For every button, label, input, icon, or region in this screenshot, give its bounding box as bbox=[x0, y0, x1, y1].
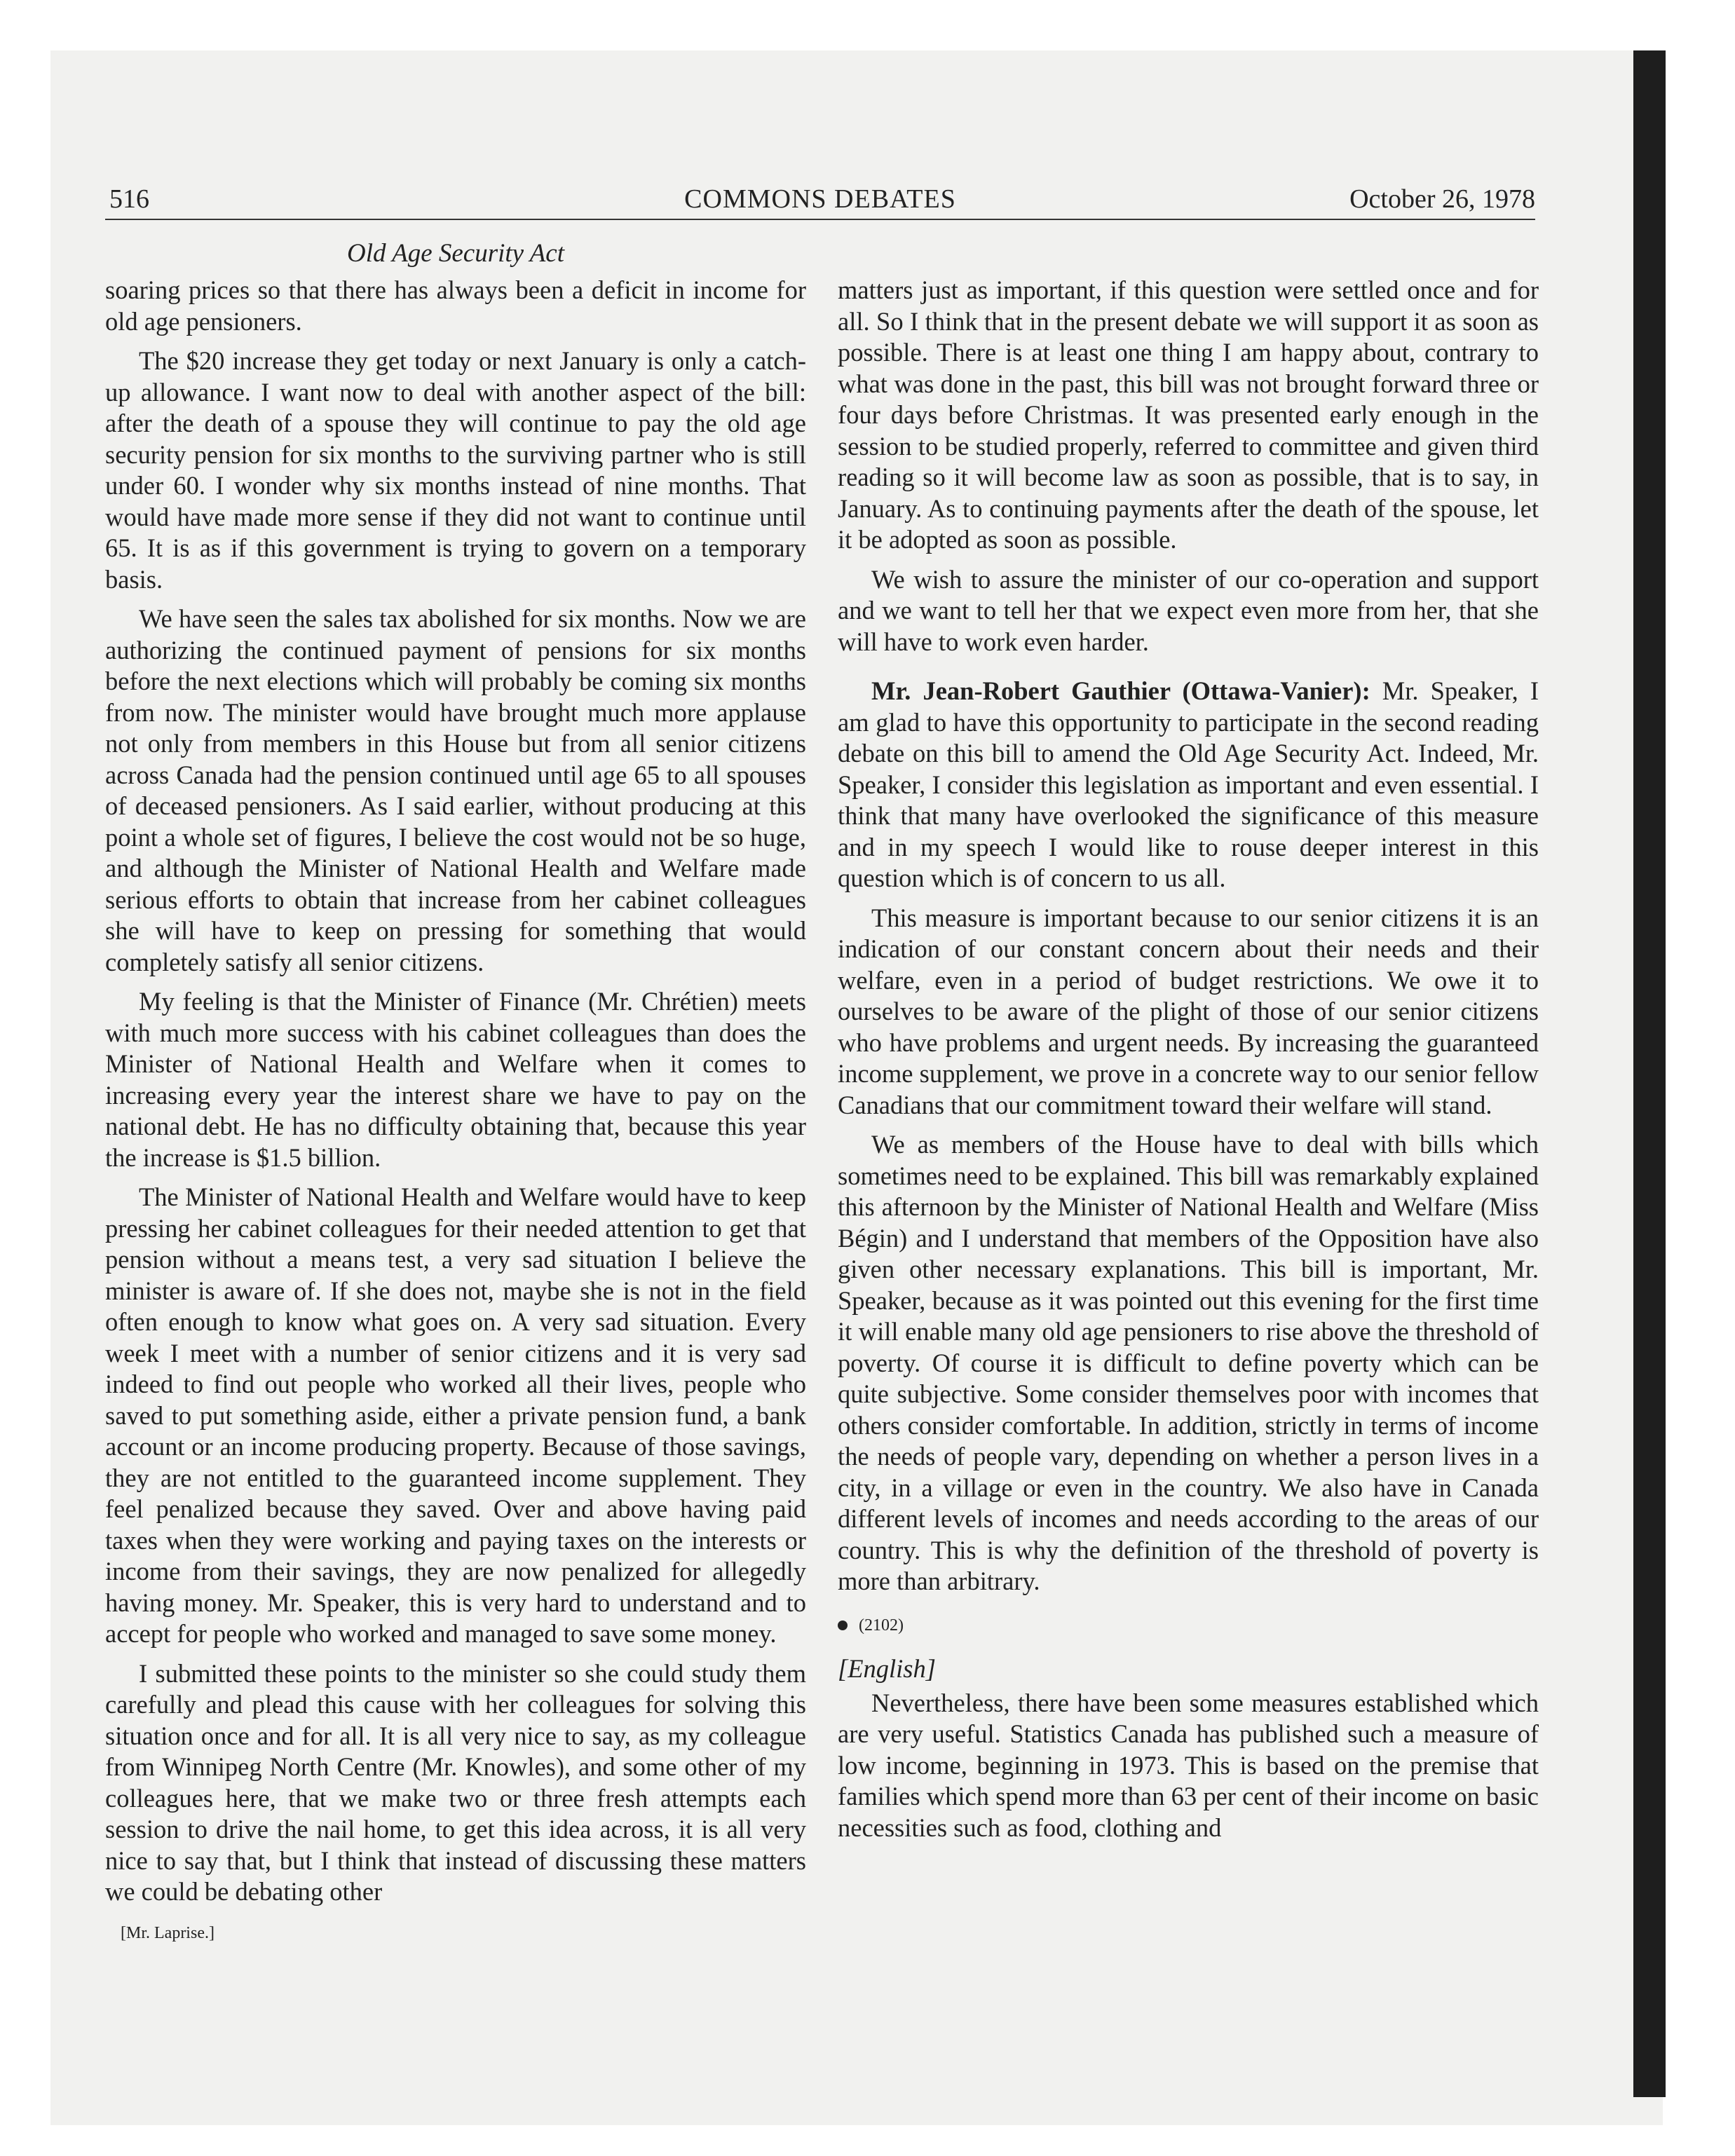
paragraph: matters just as important, if this question were settled once and for all. So I think that in the present debate we will support it as soon as possible. There is at least one thing I am happy about, contrary to what was done in the past, this bill was not brought forward three or four days before Christmas. It was presented early enough in the session to be studied properly, referred to committee and given third reading so it will become law as soon as possible, that is to say, in January. As to continuing payments after the death of the spouse, let it be adopted as soon as possible. bbox=[838, 275, 1539, 554]
speaker-footnote: [Mr. Laprise.] bbox=[121, 1923, 215, 1942]
paragraph: The Minister of National Health and Welfare would have to keep pressing her cabinet colleagues for their needed attention to get that pension without a means test, a very sad situation I believe the minister is aware of. If she does not, maybe she is not in the field often enough to know what goes on. A very sad situation. Every week I meet with a number of senior citizens and it is very sad indeed to find out people who worked all their lives, people who saved to put something aside, either a private pension fund, a bank account or an income producing property. Because of those savings, they are not entitled to the guaranteed income supplement. They feel penalized because they saved. Over and above having paid taxes when they were working and paying taxes on the interests or income from their savings, they are now penalized for allegedly having money. Mr. Speaker, this is very hard to understand and to accept for people who worked and managed to save some money. bbox=[105, 1182, 806, 1648]
speaker-text: Mr. Speaker, I am glad to have this opportunity to participate in the second reading debate on this bill to amend the Old Age Security Act. Indeed, Mr. Speaker, I consider this legislation as important and even essential. I think that many have overlooked the significance of this measure and in my speech I would like to rouse deeper interest in this question which is of concern to us all. bbox=[838, 676, 1539, 892]
right-column bbox=[838, 275, 1539, 1852]
running-head: Old Age Security Act bbox=[347, 239, 564, 268]
paragraph: We as members of the House have to deal with bills which sometimes need to be explained. This bill was remarkably explained this afternoon by the Minister of National Health and Welfare (Miss Bégin) and I understand that members of the Opposition have also given other necessary explanations. This bill is important, Mr. Speaker, because as it was pointed out this evening for the first time it will enable many old age pensioners to rise above the threshold of poverty. Of course it is difficult to define poverty which can be quite subjective. Some consider themselves poor with incomes that others consider comfortable. In addition, strictly in terms of income the needs of people vary, depending on whether a person lives in a city, in a village or even in the country. We also have in Canada different levels of incomes and needs according to the areas of our country. This is why the definition of the threshold of poverty is more than arbitrary. bbox=[838, 1130, 1539, 1595]
time-marker-text: (2102) bbox=[859, 1616, 904, 1635]
publication-date: October 26, 1978 bbox=[1349, 184, 1535, 214]
scan-edge-shadow bbox=[1633, 50, 1666, 2097]
paragraph: This measure is important because to our senior citizens it is an indication of our constant concern about their needs and their welfare, even in a period of budget restrictions. We owe it to ourselves to be aware of the plight of those of our senior citizens who have problems and urgent needs. By increasing the guaranteed income supplement, we prove in a concrete way to our senior fellow Canadians that our commitment toward their welfare will stand. bbox=[838, 903, 1539, 1119]
page-number: 516 bbox=[109, 184, 149, 214]
left-column bbox=[105, 275, 806, 1949]
paragraph: soaring prices so that there has always been a deficit in income for old age pensioners. bbox=[105, 275, 806, 336]
paragraph: The $20 increase they get today or next January is only a catch-up allowance. I want now to deal with another aspect of the bill: after the death of a spouse they will continue to pay the old age security pension for six months to the surviving partner who is still under 60. I wonder why six months instead of nine months. That would have made more sense if they did not want to continue until 65. It is as if this government is trying to govern on a temporary basis. bbox=[105, 346, 806, 594]
paragraph: My feeling is that the Minister of Finance (Mr. Chrétien) meets with much more success with his cabinet colleagues than does the Minister of National Health and Welfare when it comes to increasing every year the interest share we have to pay on the national debt. He has no difficulty obtaining that, because this year the increase is $1.5 billion. bbox=[105, 987, 806, 1172]
paragraph: I submitted these points to the minister so she could study them carefully and plead this cause with her colleagues for solving this situation once and for all. It is all very nice to say, as my colleague from Winnipeg North Centre (Mr. Knowles), and some other of my colleagues here, that we make two or three fresh attempts each session to drive the nail home, to get this idea across, it is all very nice to say that, but I think that instead of discussing these matters we could be debating other bbox=[105, 1658, 806, 1906]
speaker-paragraph bbox=[838, 676, 1539, 894]
page-header bbox=[105, 184, 1535, 220]
time-marker bbox=[838, 1610, 1539, 1642]
speaker-name: Mr. Jean-Robert Gauthier (Ottawa-Vanier): bbox=[871, 676, 1370, 705]
publication-title: COMMONS DEBATES bbox=[684, 184, 956, 214]
paragraph: We have seen the sales tax abolished for six months. Now we are authorizing the continued payment of pensions for six months before the next elections which will probably be coming six months from now. The minister would have brought much more applause not only from members in this House but from all senior citizens across Canada had the pension continued until age 65 to all spouses of deceased pensioners. As I said earlier, without producing at this point a whole set of figures, I believe the cost would not be so huge, and although the Minister of National Health and Welfare made serious efforts to obtain that increase from her cabinet colleagues she will have to keep on pressing for something that would completely satisfy all senior citizens. bbox=[105, 604, 806, 976]
paragraph: We wish to assure the minister of our co-operation and support and we want to tell her that we expect even more from her, that she will have to work even harder. bbox=[838, 564, 1539, 656]
bullet-dot-icon bbox=[838, 1621, 848, 1630]
paragraph: Nevertheless, there have been some measures established which are very useful. Statistics Canada has published such a measure of low income, beginning in 1973. This is based on the premise that families which spend more than 63 per cent of their income on basic necessities such as food, clothing and bbox=[838, 1688, 1539, 1842]
language-marker: [English] bbox=[838, 1654, 936, 1683]
